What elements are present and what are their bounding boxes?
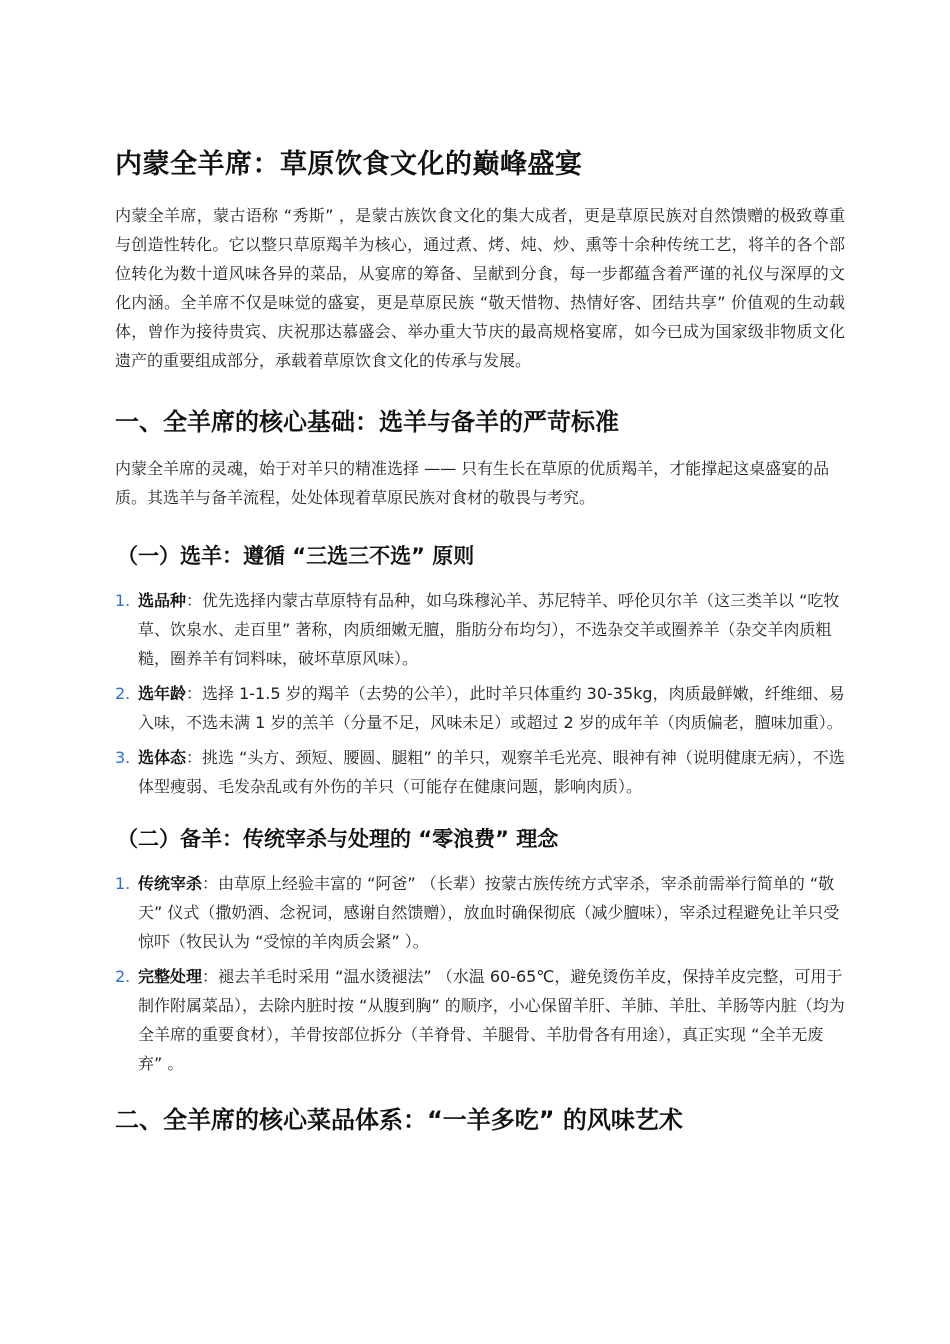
list-item: [115, 869, 845, 956]
prepare-sheep-list: [115, 869, 845, 1078]
list-text: ：挑选 “头方、颈短、腰圆、腿粗” 的羊只，观察羊毛光亮、眼神有神（说明健康无病），不选体型瘦弱、毛发杂乱或有外伤的羊只（可能存在健康问题，影响肉质）。: [138, 748, 845, 796]
list-item: [115, 962, 845, 1078]
list-text: ：褪去羊毛时采用 “温水烫褪法” （水温 60-65℃，避免烫伤羊皮，保持羊皮完整，可用于制作附属菜品），去除内脏时按 “从腹到胸” 的顺序，小心保留羊肝、羊肺、羊肚、羊肠等内脏（均为全羊席的重要食材），羊骨按部位拆分（羊脊骨、羊腿骨、羊肋骨各有用途），真正实现 “全羊无废弃” 。: [138, 967, 845, 1073]
list-text: ：选择 1-1.5 岁的羯羊（去势的公羊），此时羊只体重约 30-35kg，肉质最鲜嫩，纤维细、易入味，不选未满 1 岁的羔羊（分量不足，风味未足）或超过 2 岁的成年羊（肉质偏老，膻味加重）。: [138, 684, 845, 732]
list-number: 3.: [115, 748, 131, 767]
select-sheep-list: [115, 586, 845, 801]
document-title: 内蒙全羊席：草原饮食文化的巅峰盛宴: [115, 149, 583, 180]
list-term: 完整处理: [138, 967, 203, 986]
section2-heading: 二、全羊席的核心菜品体系：“一羊多吃” 的风味艺术: [115, 1106, 683, 1134]
list-term: 传统宰杀: [138, 874, 203, 893]
list-text: ：由草原上经验丰富的 “阿爸” （长辈）按蒙古族传统方式宰杀，宰杀前需举行简单的 “敬天” 仪式（撒奶酒、念祝词，感谢自然馈赠），放血时确保彻底（减少膻味），宰杀过程避免让羊只受惊吓（牧民认为 “受惊的羊肉质会紧” ）。: [138, 874, 840, 951]
list-item: [115, 743, 845, 801]
list-term: 选年龄: [138, 684, 187, 703]
list-text: ：优先选择内蒙古草原特有品种，如乌珠穆沁羊、苏尼特羊、呼伦贝尔羊（这三类羊以 “吃牧草、饮泉水、走百里” 著称，肉质细嫩无膻，脂肪分布均匀），不选杂交羊或圈养羊（杂交羊肉质粗糙，圈养羊有饲料味，破坏草原风味）。: [138, 591, 840, 668]
section1-intro: 内蒙全羊席的灵魂，始于对羊只的精准选择 —— 只有生长在草原的优质羯羊，才能撑起这桌盛宴的品质。其选羊与备羊流程，处处体现着草原民族对食材的敬畏与考究。: [115, 459, 830, 507]
subsection1-heading: （一）选羊：遵循 “三选三不选” 原则: [117, 544, 475, 568]
list-number: 2.: [115, 967, 131, 986]
list-item: [115, 679, 845, 737]
list-number: 1.: [115, 874, 131, 893]
list-item: [115, 586, 845, 673]
subsection2-heading: （二）备羊：传统宰杀与处理的 “零浪费” 理念: [117, 827, 559, 851]
list-term: 选体态: [138, 748, 187, 767]
list-term: 选品种: [138, 591, 187, 610]
section1-heading: 一、全羊席的核心基础：选羊与备羊的严苛标准: [115, 408, 619, 436]
list-number: 2.: [115, 684, 131, 703]
intro-paragraph: 内蒙全羊席，蒙古语称 “秀斯” ，是蒙古族饮食文化的集大成者，更是草原民族对自然馈赠的极致尊重与创造性转化。它以整只草原羯羊为核心，通过煮、烤、炖、炒、熏等十余种传统工艺，将羊的各个部位转化为数十道风味各异的菜品，从宴席的筹备、呈献到分食，每一步都蕴含着严谨的礼仪与深厚的文化内涵。全羊席不仅是味觉的盛宴，更是草原民族 “敬天惜物、热情好客、团结共享” 价值观的生动载体，曾作为接待贵宾、庆祝那达慕盛会、举办重大节庆的最高规格宴席，如今已成为国家级非物质文化遗产的重要组成部分，承载着草原饮食文化的传承与发展。: [115, 206, 845, 370]
list-number: 1.: [115, 591, 131, 610]
document-page: [115, 143, 845, 1140]
